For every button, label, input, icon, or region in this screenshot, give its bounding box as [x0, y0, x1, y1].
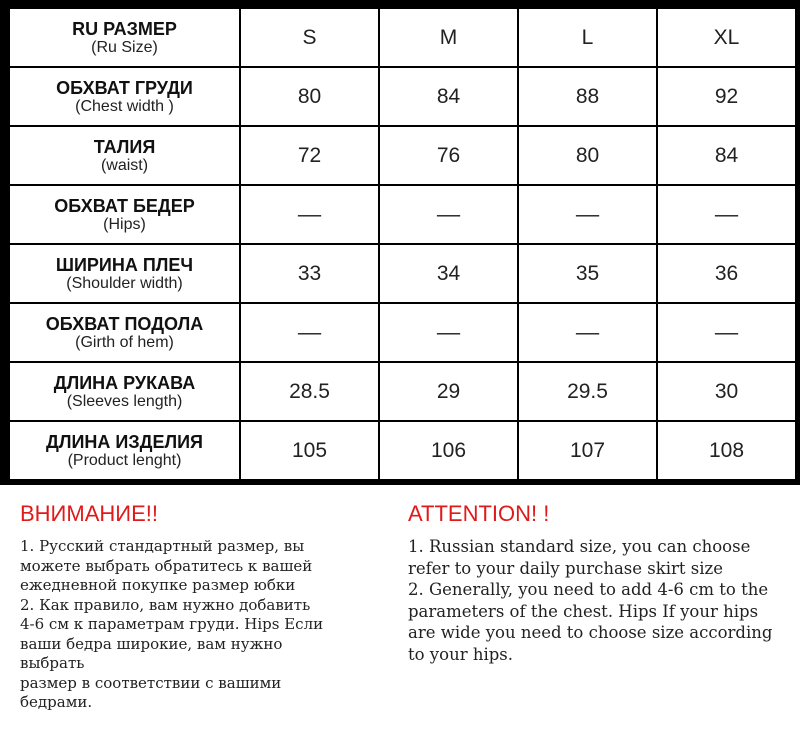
row-label-cell — [9, 303, 240, 362]
row-label-ru: ОБХВАТ ГРУДИ — [56, 77, 193, 98]
table-cell — [518, 67, 657, 126]
table-cell — [657, 185, 796, 244]
table-cell — [240, 421, 379, 480]
table-row-length — [9, 421, 796, 480]
cell-value: 35 — [575, 261, 600, 285]
table-cell — [657, 421, 796, 480]
table-cell — [518, 362, 657, 421]
row-label-cell — [9, 244, 240, 303]
table-cell — [240, 303, 379, 362]
cell-value: 29 — [436, 379, 461, 403]
row-label-ru: ОБХВАТ БЕДЕР — [54, 195, 195, 216]
size-header-l — [518, 8, 657, 67]
size-header-s — [240, 8, 379, 67]
table-cell — [518, 185, 657, 244]
row-label-en: (Girth of hem) — [75, 333, 174, 351]
table-row-hem — [9, 303, 796, 362]
attention-body-en: 1. Russian standard size, you can choose refer to your daily purchase skirt size 2. Generally, you need to add 4-6 cm to the parameters of the chest. Hips If your hips are wide you need to choose size according to your hips. — [408, 537, 773, 664]
note-ru — [20, 485, 390, 713]
row-label-cell — [9, 421, 240, 480]
cell-value: –– — [297, 320, 322, 344]
cell-value: 84 — [436, 84, 461, 108]
row-label-en: (Shoulder width) — [66, 274, 183, 292]
cell-value: –– — [436, 320, 461, 344]
attention-body-ru: 1. Русский стандартный размер, вы можете выбрать обратитесь к вашей ежедневной покупке размер юбки 2. Как правило, вам нужно добавить 4-6 см к параметрам груди. Hips Если ваши бедра широкие, вам нужно выбрать размер в соответствии с вашими бедрами. — [20, 537, 324, 711]
size-header-label-en: (Ru Size) — [91, 38, 158, 56]
size-label: M — [439, 25, 458, 49]
cell-value: 84 — [714, 143, 739, 167]
table-cell — [657, 244, 796, 303]
table-cell — [657, 126, 796, 185]
table-cell — [240, 362, 379, 421]
row-label-ru: ДЛИНА ИЗДЕЛИЯ — [46, 431, 203, 452]
table-cell — [379, 421, 518, 480]
cell-value: 88 — [575, 84, 600, 108]
table-cell — [657, 67, 796, 126]
row-label-ru: ШИРИНА ПЛЕЧ — [55, 254, 194, 275]
attention-title-ru: ВНИМАНИЕ!! — [20, 501, 158, 526]
row-label-cell — [9, 362, 240, 421]
table-cell — [379, 126, 518, 185]
size-header-label-ru: RU РАЗМЕР — [72, 18, 177, 39]
cell-value: 72 — [297, 143, 322, 167]
cell-value: 36 — [714, 261, 739, 285]
table-row-sleeve — [9, 362, 796, 421]
size-header-row — [9, 8, 796, 67]
table-cell — [379, 244, 518, 303]
attention-title-en: ATTENTION! ! — [408, 501, 550, 526]
cell-value: 107 — [569, 438, 606, 462]
table-cell — [379, 362, 518, 421]
table-row-chest — [9, 67, 796, 126]
size-chart-table — [8, 7, 797, 481]
size-header-m — [379, 8, 518, 67]
table-row-hips — [9, 185, 796, 244]
table-cell — [657, 303, 796, 362]
row-label-en: (Hips) — [103, 215, 146, 233]
cell-value: 33 — [297, 261, 322, 285]
row-label-cell — [9, 185, 240, 244]
notes-section — [0, 485, 800, 730]
size-label: S — [302, 25, 317, 49]
size-header-label-cell — [9, 8, 240, 67]
row-label-cell — [9, 126, 240, 185]
table-cell — [240, 185, 379, 244]
table-row-shoulder — [9, 244, 796, 303]
table-cell — [240, 244, 379, 303]
cell-value: 80 — [575, 143, 600, 167]
table-cell — [518, 244, 657, 303]
cell-value: 105 — [291, 438, 328, 462]
table-cell — [240, 126, 379, 185]
row-label-en: (Product lenght) — [67, 451, 182, 469]
row-label-en: (Chest width ) — [75, 97, 174, 115]
cell-value: –– — [714, 320, 739, 344]
cell-value: –– — [575, 202, 600, 226]
cell-value: 92 — [714, 84, 739, 108]
table-cell — [518, 303, 657, 362]
row-label-en: (waist) — [100, 156, 149, 174]
row-label-ru: ДЛИНА РУКАВА — [53, 372, 196, 393]
table-cell — [518, 421, 657, 480]
row-label-en: (Sleeves length) — [66, 392, 183, 410]
cell-value: 108 — [708, 438, 745, 462]
cell-value: 106 — [430, 438, 467, 462]
table-cell — [657, 362, 796, 421]
cell-value: 80 — [297, 84, 322, 108]
cell-value: –– — [575, 320, 600, 344]
cell-value: –– — [436, 202, 461, 226]
cell-value: –– — [714, 202, 739, 226]
table-cell — [240, 67, 379, 126]
note-en — [408, 485, 793, 665]
cell-value: 29.5 — [567, 379, 608, 403]
cell-value: 76 — [436, 143, 461, 167]
table-row-waist — [9, 126, 796, 185]
row-label-cell — [9, 67, 240, 126]
size-label: L — [581, 25, 594, 49]
cell-value: 30 — [714, 379, 739, 403]
cell-value: 34 — [436, 261, 461, 285]
cell-value: 28.5 — [289, 379, 330, 403]
size-label: XL — [713, 25, 740, 49]
size-header-xl — [657, 8, 796, 67]
row-label-ru: ТАЛИЯ — [93, 136, 156, 157]
row-label-ru: ОБХВАТ ПОДОЛА — [45, 313, 204, 334]
table-cell — [379, 67, 518, 126]
table-cell — [379, 303, 518, 362]
cell-value: –– — [297, 202, 322, 226]
table-cell — [518, 126, 657, 185]
table-cell — [379, 185, 518, 244]
